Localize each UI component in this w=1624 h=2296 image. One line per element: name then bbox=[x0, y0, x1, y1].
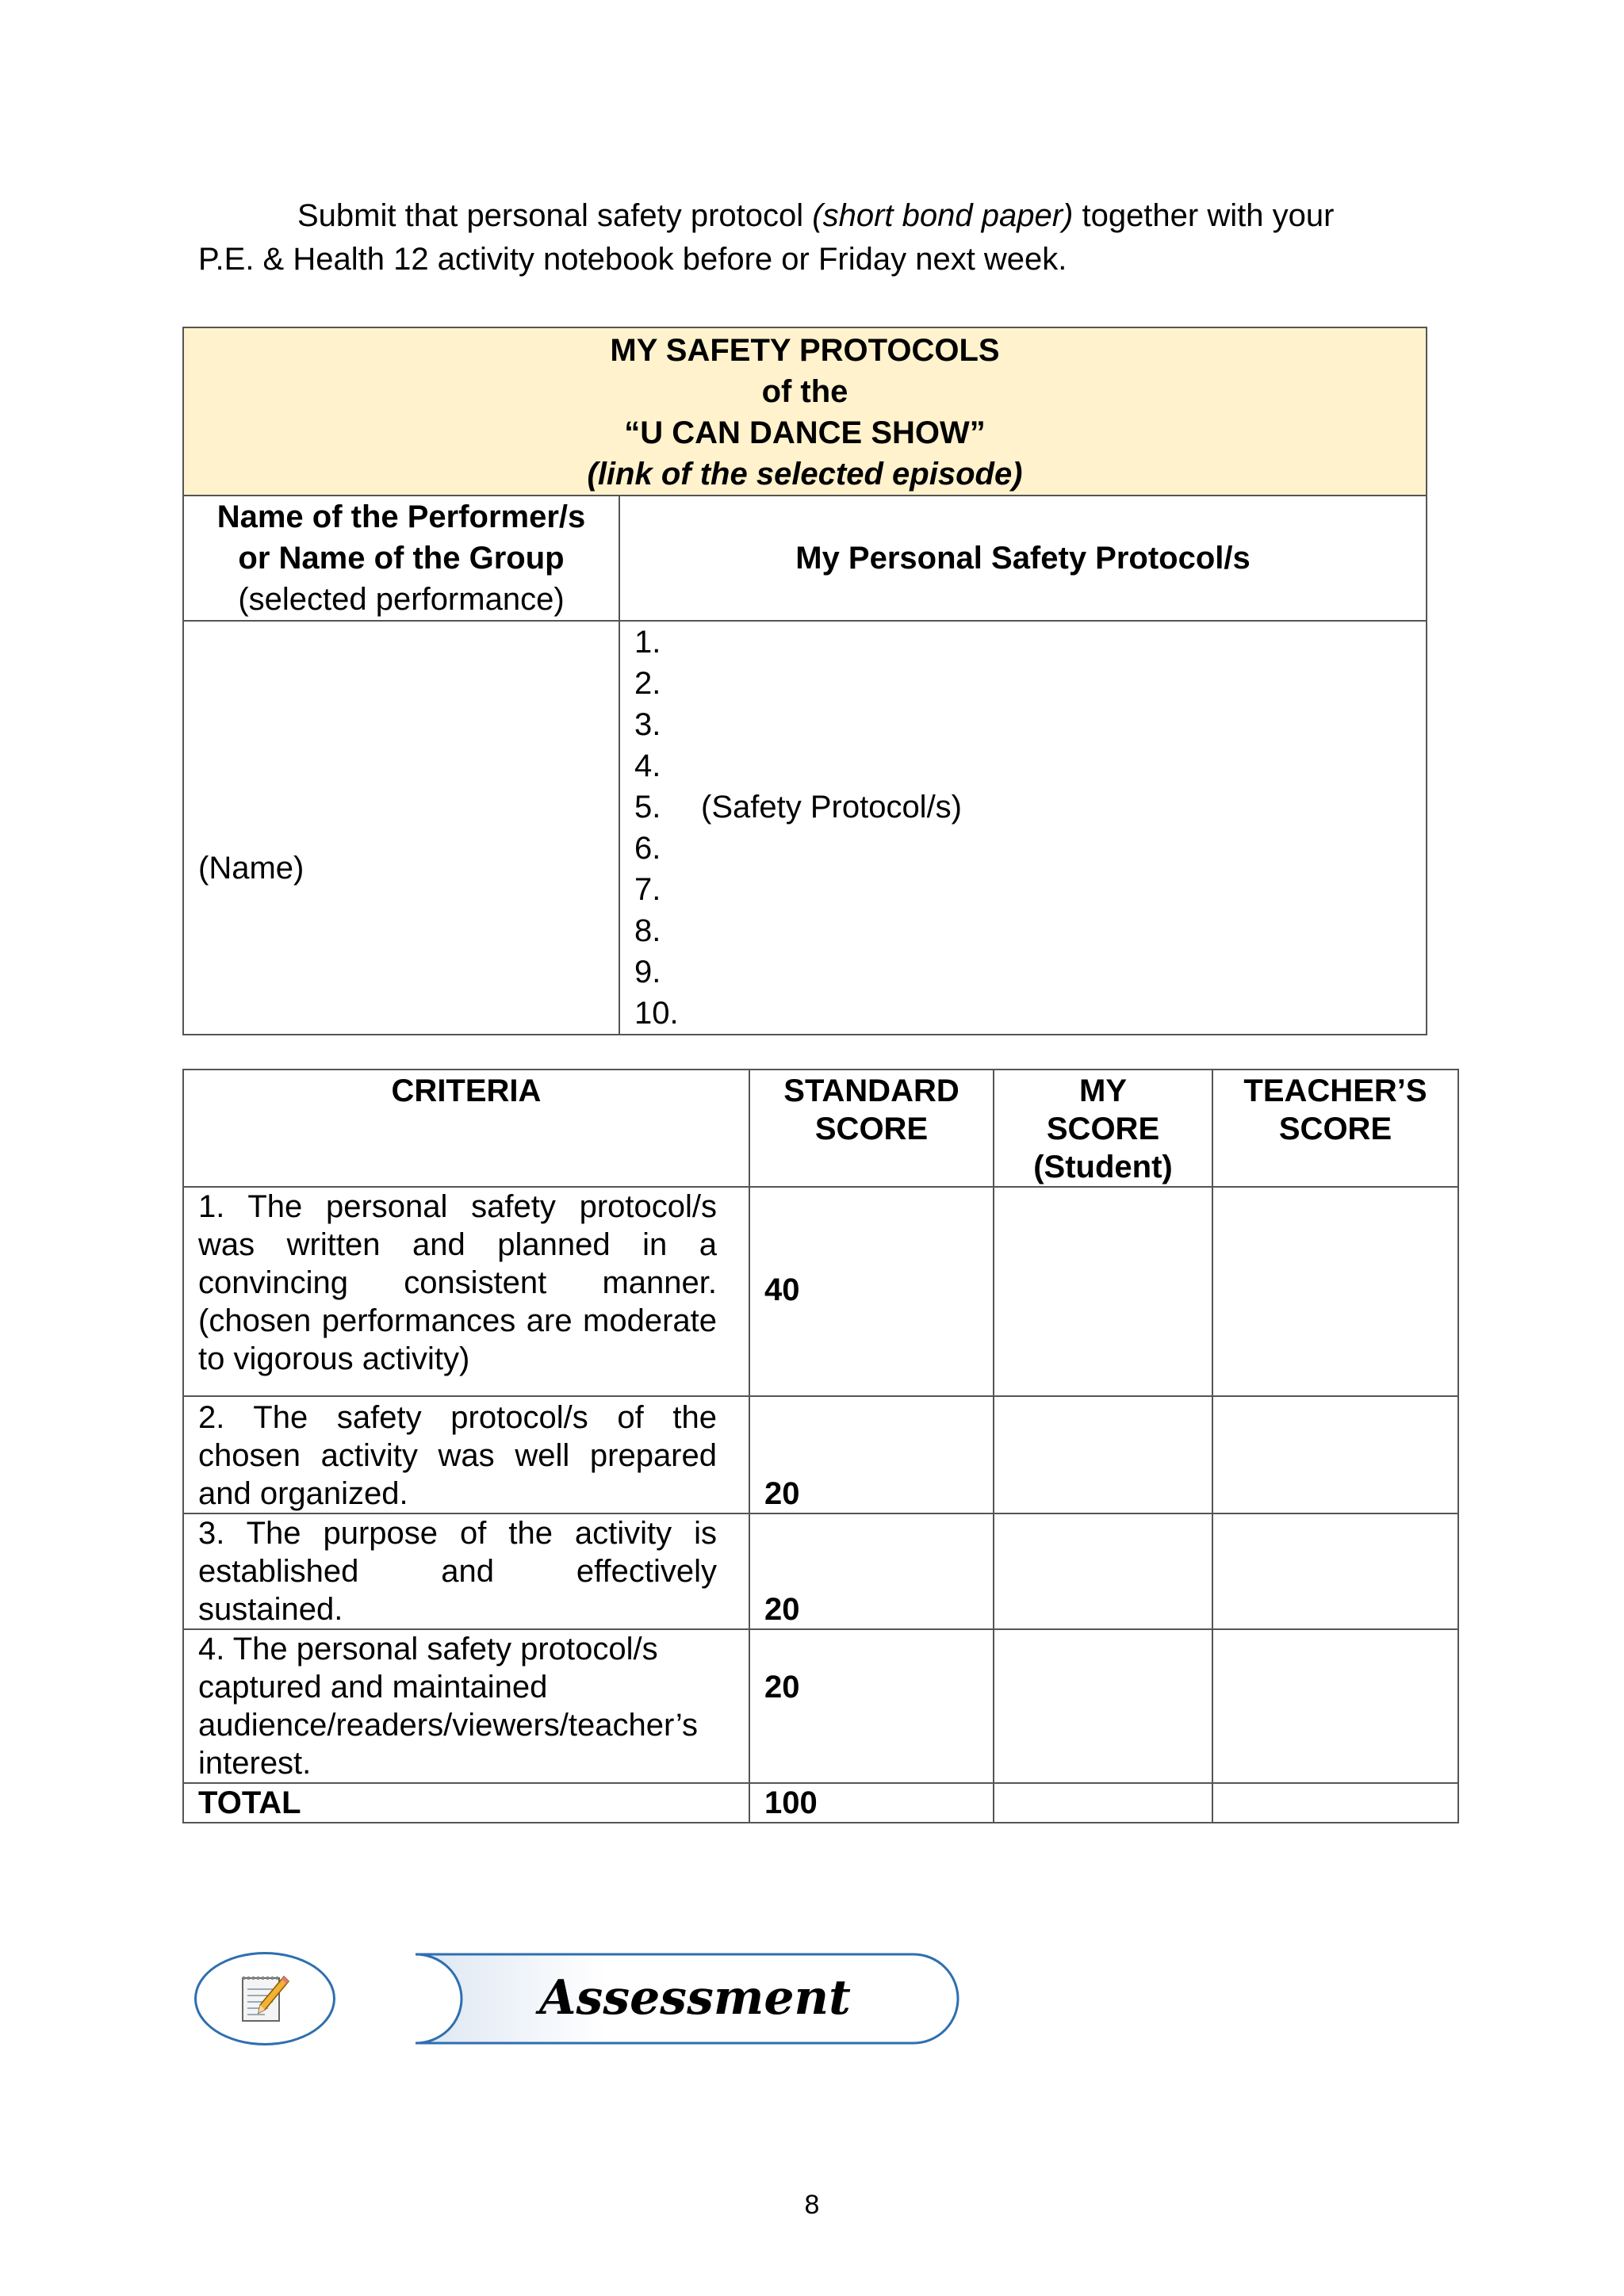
list-number: 2. bbox=[634, 666, 661, 701]
list-item bbox=[634, 910, 1426, 951]
performer-header-line-3: (selected performance) bbox=[238, 582, 565, 617]
assessment-badge-circle bbox=[194, 1952, 335, 2045]
criterion-cell: 1. The personal safety protocol/s was written and planned in a convincing consistent manner. (chosen performances are moderate to vigorous activity) bbox=[183, 1187, 749, 1396]
protocols-title: MY SAFETY PROTOCOLS bbox=[610, 333, 1000, 368]
my-score-cell[interactable] bbox=[994, 1396, 1212, 1513]
list-item bbox=[634, 993, 1426, 1034]
list-item bbox=[634, 869, 1426, 910]
criterion-cell: 2. The safety protocol/s of the chosen activity was well prepared and organized. bbox=[183, 1396, 749, 1513]
show-name: “U CAN DANCE SHOW” bbox=[624, 415, 986, 450]
standard-header-line-2: SCORE bbox=[814, 1112, 929, 1146]
performer-header-line-1: Name of the Performer/s bbox=[216, 499, 586, 534]
list-item bbox=[634, 745, 1426, 786]
standard-score-cell bbox=[749, 1629, 994, 1783]
standard-score-value: 20 bbox=[764, 1670, 800, 1705]
standard-score-value: 20 bbox=[764, 1476, 800, 1511]
intro-text: Submit that personal safety protocol bbox=[297, 198, 813, 233]
safety-protocols-table bbox=[182, 327, 1427, 1035]
my-score-line-3: (Student) bbox=[1033, 1150, 1173, 1184]
intro-text-end: together with your bbox=[1073, 198, 1335, 233]
list-item bbox=[634, 704, 1426, 745]
my-score-cell[interactable] bbox=[994, 1513, 1212, 1629]
table-row bbox=[183, 1396, 1458, 1513]
teacher-score-cell[interactable] bbox=[1212, 1629, 1458, 1783]
my-score-cell[interactable] bbox=[994, 1187, 1212, 1396]
list-item bbox=[634, 828, 1426, 869]
episode-link-placeholder: (link of the selected episode) bbox=[587, 457, 1023, 492]
intro-italic: (short bond paper) bbox=[812, 198, 1074, 233]
list-item bbox=[634, 786, 1426, 828]
teacher-score-cell[interactable] bbox=[1212, 1396, 1458, 1513]
table-row bbox=[183, 1187, 1458, 1396]
total-score: 100 bbox=[749, 1783, 994, 1823]
intro-paragraph bbox=[198, 194, 1435, 281]
my-score-line-2: SCORE bbox=[1046, 1112, 1160, 1146]
intro-line-2: P.E. & Health 12 activity notebook before or Friday next week. bbox=[198, 242, 1067, 277]
standard-score-header bbox=[749, 1070, 994, 1187]
table-row bbox=[183, 1629, 1458, 1783]
list-number: 6. bbox=[634, 831, 661, 866]
list-number: 9. bbox=[634, 955, 661, 989]
performer-column-header bbox=[183, 496, 619, 621]
list-number: 7. bbox=[634, 872, 661, 907]
list-number: 8. bbox=[634, 913, 661, 948]
table-row bbox=[183, 1513, 1458, 1629]
total-row bbox=[183, 1783, 1458, 1823]
standard-score-cell bbox=[749, 1396, 994, 1513]
standard-score-value: 40 bbox=[764, 1272, 800, 1307]
standard-score-value: 20 bbox=[764, 1592, 800, 1627]
my-score-line-1: MY bbox=[1079, 1073, 1127, 1108]
list-number: 1. bbox=[634, 625, 661, 660]
my-total-cell[interactable] bbox=[994, 1783, 1212, 1823]
criterion-cell: 4. The personal safety protocol/s captured and maintained audience/readers/viewers/teacher’s interest. bbox=[183, 1629, 749, 1783]
protocol-column-header: My Personal Safety Protocol/s bbox=[619, 496, 1427, 621]
criterion-cell: 3. The purpose of the activity is established and effectively sustained. bbox=[183, 1513, 749, 1629]
list-item bbox=[634, 951, 1426, 993]
standard-header-line-1: STANDARD bbox=[783, 1073, 959, 1108]
protocol-list bbox=[619, 621, 1427, 1035]
list-number: 4. bbox=[634, 748, 661, 783]
teacher-total-cell[interactable] bbox=[1212, 1783, 1458, 1823]
list-number: 10. bbox=[634, 996, 679, 1031]
page-number: 8 bbox=[804, 2190, 820, 2220]
name-placeholder: (Name) bbox=[198, 851, 304, 886]
standard-score-cell bbox=[749, 1187, 994, 1396]
notepad-pencil-icon bbox=[236, 1970, 293, 2027]
my-score-header bbox=[994, 1070, 1212, 1187]
protocol-placeholder: (Safety Protocol/s) bbox=[701, 790, 963, 825]
list-number: 5. bbox=[634, 790, 661, 825]
intro-line-1 bbox=[198, 194, 1435, 238]
criteria-header bbox=[183, 1070, 749, 1187]
list-item bbox=[634, 622, 1426, 663]
teacher-score-line-1: TEACHER’S bbox=[1243, 1073, 1427, 1108]
teacher-score-cell[interactable] bbox=[1212, 1513, 1458, 1629]
teacher-score-cell[interactable] bbox=[1212, 1187, 1458, 1396]
teacher-score-line-2: SCORE bbox=[1278, 1112, 1392, 1146]
teacher-score-header bbox=[1212, 1070, 1458, 1187]
my-score-cell[interactable] bbox=[994, 1629, 1212, 1783]
total-label: TOTAL bbox=[183, 1783, 749, 1823]
list-item bbox=[634, 663, 1426, 704]
list-number: 3. bbox=[634, 707, 661, 742]
name-cell bbox=[183, 621, 619, 1035]
rubric-table bbox=[182, 1069, 1459, 1823]
standard-score-cell bbox=[749, 1513, 994, 1629]
performer-header-line-2: or Name of the Group bbox=[238, 541, 565, 576]
assessment-title: Assessment bbox=[539, 1970, 851, 2026]
protocols-table-header bbox=[183, 327, 1427, 496]
protocols-title-of: of the bbox=[761, 374, 848, 409]
criteria-header-text: CRITERIA bbox=[391, 1073, 542, 1108]
